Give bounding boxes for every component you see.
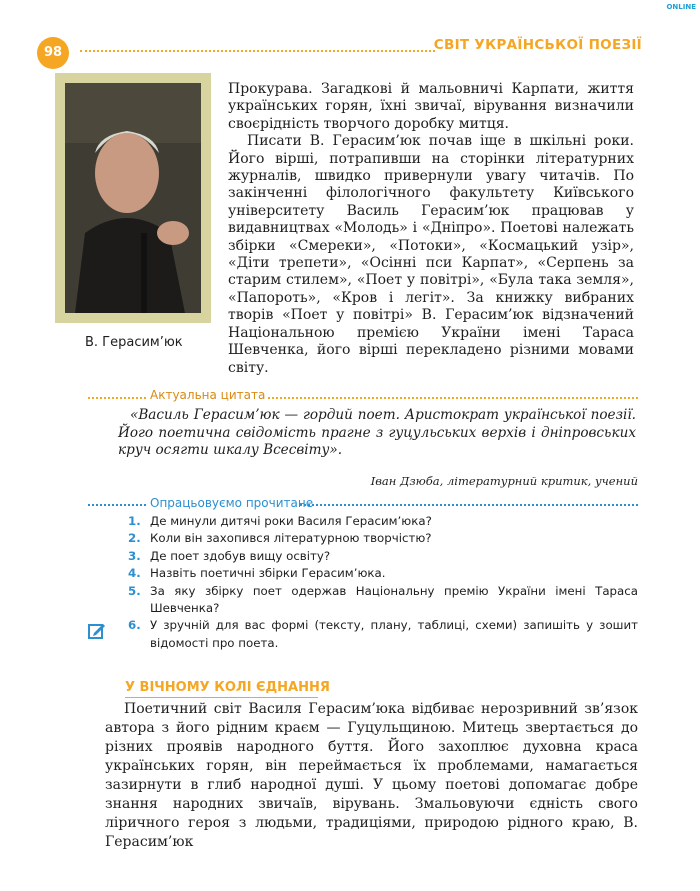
section-title: СВІТ УКРАЇНСЬКОЇ ПОЕЗІЇ: [433, 37, 642, 53]
question-item: 3. Де поет здобув вищу освіту?: [128, 548, 331, 563]
publisher-logo: ONLINE: [666, 3, 696, 11]
question-item: 4. Назвіть поетичні збірки Герасим’юка.: [128, 566, 386, 581]
question-item: 2. Коли він захопився літературною творчістю?: [128, 531, 432, 546]
questions-divider-right: [300, 504, 638, 506]
subsection-text: Поетичний світ Василя Герасим’юка відбиває нерозривний зв’язок автора з його рідним краєм — Гуцульщиною. Митець звертається до різних проявів народного буття. Його захоплює духовна краса українських горян, він переймається їх проблемами, намагається зазирнути в глиб народної душі. У цьому поетові допомагає добре знання народних звичаїв, вірувань. Змальовуючи єдність свого ліричного героя з людьми, традиціями, природою рідного краю, В. Герасим’юк: [105, 701, 638, 850]
question-item: 1. Де минули дитячі роки Василя Герасим’юка?: [128, 514, 432, 528]
poet-portrait: [65, 83, 201, 313]
photo-caption: В. Герасим’юк: [85, 335, 183, 350]
subsection-underline: [125, 697, 318, 698]
quote-text: «Василь Герасим’юк — гордий поет. Аристократ української поезії. Його поетична свідомість прагне з гуцульських верхів і дніпровських круч осягти шкалу Всесвіту».: [118, 407, 636, 459]
quote-author: Іван Дзюба, літературний критик, учений: [370, 474, 638, 488]
questions-divider-left: [88, 504, 146, 506]
intro-text: [228, 81, 634, 377]
questions-list: [128, 513, 638, 652]
intro-paragraph-1: Прокурава. Загадкові й мальовничі Карпати, життя українських горян, їхні звичаї, вірування визначили своєрідність творчого доробку митця.: [228, 81, 634, 132]
write-note-icon: [88, 622, 106, 644]
subsection-title: У ВІЧНОМУ КОЛІ ЄДНАННЯ: [125, 680, 330, 695]
question-item: 6. У зручній для вас формі (тексту, плану, таблиці, схеми) запишіть у зошит відомості про поета.: [128, 618, 638, 650]
page-number: 98: [37, 37, 69, 69]
questions-heading: Опрацьовуємо прочитане: [150, 496, 314, 510]
quote-heading: Актуальна цитата: [150, 388, 266, 402]
header-divider: [80, 50, 435, 52]
intro-paragraph-2: Писати В. Герасим’юк почав іще в шкільні роки. Його вірші, потрапивши на сторінки літературних журналів, швидко привернули увагу читачів. По закінченні філологічного факультету Київського університету Василь Герасим’юк працював у видавництвах «Молодь» і «Дніпро». Поетові належать збірки «Смереки», «Потоки», «Космацький узір», «Діти трепети», «Осінні пси Карпат», «Серпень за старим стилем», «Поет у повітрі», «Була така земля», «Папороть», «Кров і легіт». За книжку вибраних творів «Поет у повітрі» В. Герасим’юк відзначений Національною премією України імені Тараса Шевченка, його вірші перекладено різними мовами світу.: [228, 133, 634, 376]
quote-divider-left: [88, 397, 146, 399]
quote-divider-right: [268, 397, 638, 399]
question-item: 5. За яку збірку поет одержав Національну премію України імені Тараса Шевченка?: [128, 583, 638, 616]
